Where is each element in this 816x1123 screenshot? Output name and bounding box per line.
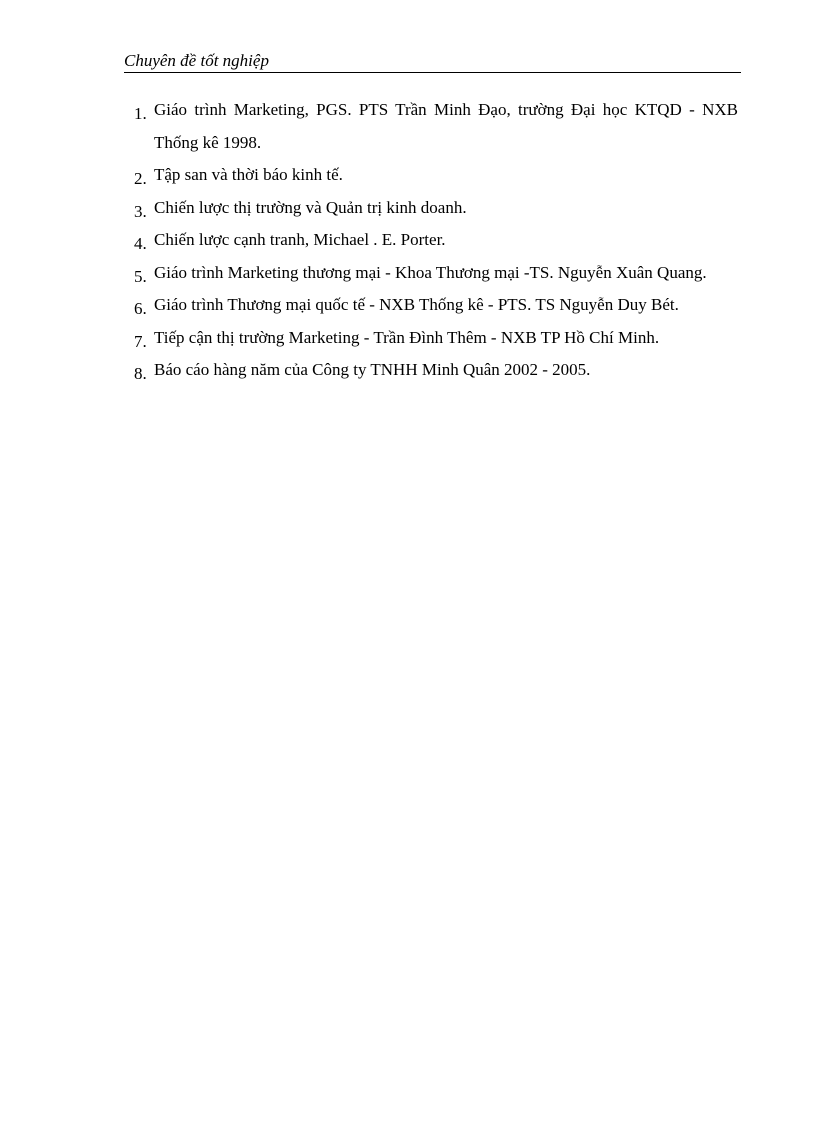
reference-text: Giáo trình Marketing thương mại - Khoa Thương mại -TS. Nguyễn Xuân Quang. [154, 262, 707, 282]
reference-number: 4. [134, 234, 147, 253]
reference-number: 3. [134, 201, 147, 221]
reference-list [134, 94, 738, 387]
reference-number: 6. [134, 299, 147, 318]
reference-text: Báo cáo hàng năm của Công ty TNHH Minh Quân 2002 - 2005. [154, 360, 591, 379]
reference-text: Tiếp cận thị trường Marketing - Trần Đình Thêm - NXB TP Hồ Chí Minh. [154, 327, 660, 347]
header-title: Chuyên đề tốt nghiệp [124, 51, 269, 70]
reference-item-7 [134, 322, 738, 355]
reference-item-6 [134, 289, 738, 322]
reference-item-1 [134, 94, 738, 159]
reference-number: 7. [134, 331, 147, 351]
reference-item-2 [134, 159, 738, 192]
reference-text: Giáo trình Thương mại quốc tế - NXB Thống kê - PTS. TS Nguyễn Duy Bét. [154, 295, 679, 314]
reference-number: 5. [134, 266, 147, 286]
reference-text: Chiến lược thị trường và Quản trị kinh doanh. [154, 197, 467, 217]
reference-number: 2. [134, 169, 147, 188]
reference-item-3 [134, 192, 738, 225]
reference-item-8 [134, 354, 738, 387]
reference-number: 1. [134, 104, 147, 123]
reference-number: 8. [134, 364, 147, 383]
reference-item-4 [134, 224, 738, 257]
page-header [124, 50, 741, 73]
reference-text: Chiến lược cạnh tranh, Michael . E. Porter. [154, 230, 446, 249]
reference-text: Tập san và thời báo kinh tế. [154, 165, 343, 184]
reference-item-5 [134, 257, 738, 290]
reference-text: Giáo trình Marketing, PGS. PTS Trần Minh Đạo, trường Đại học KTQD - NXB Thống kê 1998. [154, 100, 738, 152]
